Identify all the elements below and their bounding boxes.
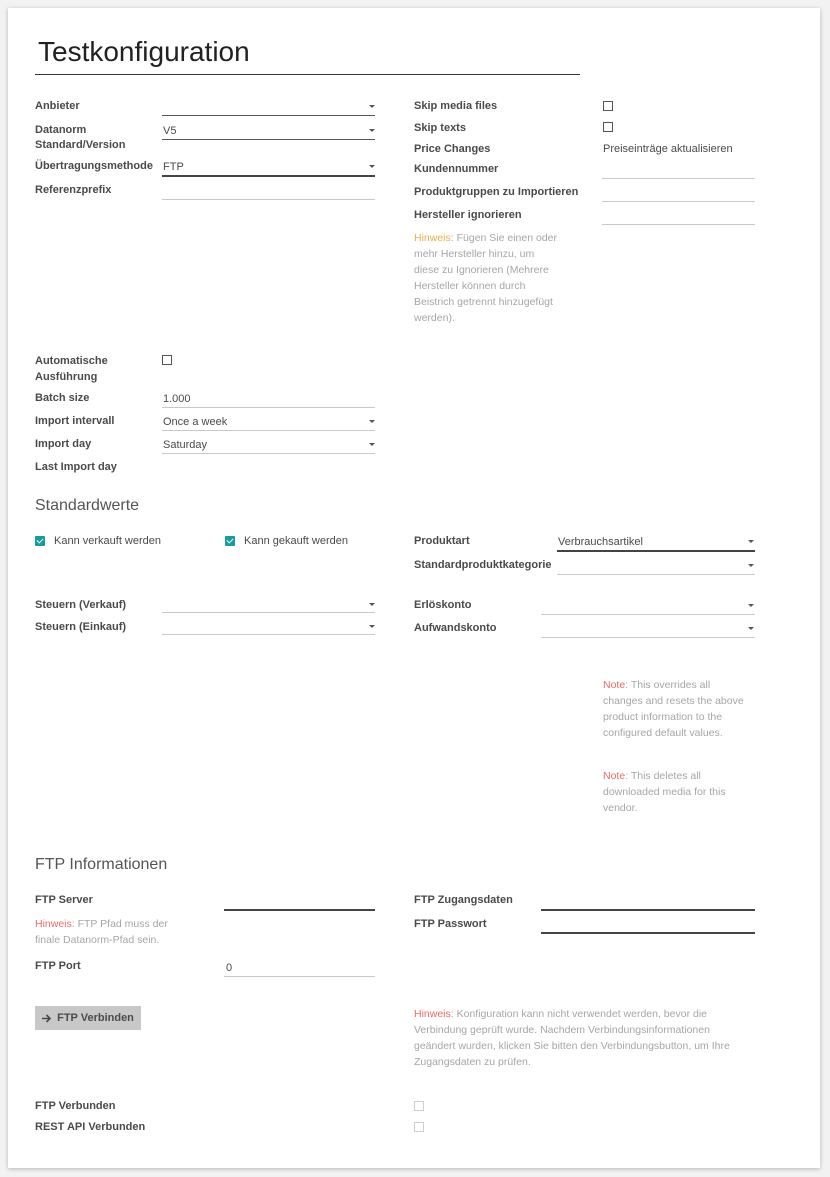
hint-line: : Fügen Sie einen oder bbox=[450, 232, 558, 244]
auto-label-line2: Ausführung bbox=[35, 371, 98, 383]
ftp-server-input[interactable] bbox=[224, 909, 375, 911]
erloeskonto-dropdown-icon[interactable] bbox=[748, 604, 754, 607]
methode-label: Übertragungsmethode bbox=[35, 160, 153, 172]
skip-media-checkbox[interactable] bbox=[603, 101, 613, 111]
methode-select[interactable] bbox=[162, 175, 375, 177]
note-line: : This overrides all bbox=[625, 679, 711, 691]
produktart-value: Verbrauchsartikel bbox=[558, 536, 643, 548]
hint-line: diese zu Ignorieren (Mehrere bbox=[414, 264, 549, 276]
auto-label-line1: Automatische bbox=[35, 355, 108, 367]
produktart-select[interactable] bbox=[557, 550, 755, 552]
produktart-dropdown-icon[interactable] bbox=[748, 540, 754, 543]
erloeskonto-label: Erlöskonto bbox=[414, 599, 472, 611]
aufwandskonto-label: Aufwandskonto bbox=[414, 622, 497, 634]
ftp-verbunden-label: FTP Verbunden bbox=[35, 1100, 116, 1112]
aufwandskonto-select[interactable] bbox=[541, 637, 755, 638]
kategorie-label: Standardproduktkategorie bbox=[414, 559, 552, 571]
gekauft-checkbox[interactable] bbox=[225, 536, 235, 546]
hint-line: finale Datanorm-Pfad sein. bbox=[35, 934, 160, 946]
skip-texts-checkbox[interactable] bbox=[603, 122, 613, 132]
datanorm-value: V5 bbox=[163, 125, 177, 137]
datanorm-dropdown-icon[interactable] bbox=[369, 129, 375, 132]
title-underline bbox=[35, 74, 580, 75]
interval-value: Once a week bbox=[163, 416, 228, 428]
interval-select[interactable] bbox=[162, 430, 375, 431]
note-line: product information to the bbox=[603, 711, 723, 723]
note-keyword: Note bbox=[603, 679, 626, 691]
gekauft-label: Kann gekauft werden bbox=[244, 535, 348, 547]
ftp-path-hint bbox=[35, 916, 205, 948]
conn-hint-keyword: Hinweis bbox=[414, 1008, 451, 1020]
steuern-verkauf-dropdown-icon[interactable] bbox=[369, 603, 375, 606]
prefix-input[interactable] bbox=[162, 199, 375, 200]
hint-line: werden). bbox=[414, 312, 455, 324]
steuern-einkauf-dropdown-icon[interactable] bbox=[369, 625, 375, 628]
datanorm-label-line2: Standard/Version bbox=[35, 139, 126, 151]
hersteller-input[interactable] bbox=[602, 224, 755, 225]
produktgruppen-label: Produktgruppen zu Importieren bbox=[414, 186, 579, 198]
anbieter-label: Anbieter bbox=[35, 100, 80, 112]
produktgruppen-input[interactable] bbox=[602, 201, 755, 202]
auto-checkbox[interactable] bbox=[162, 355, 172, 365]
batch-value: 1.000 bbox=[163, 393, 191, 405]
hint-line: Hersteller können durch bbox=[414, 280, 526, 292]
ftp-connect-button-label: FTP Verbinden bbox=[57, 1012, 134, 1024]
standardwerte-heading: Standardwerte bbox=[35, 497, 140, 514]
hint-line: geändert wurden, klicken Sie bitten den Verbindungsbutton, um Ihre bbox=[414, 1040, 730, 1052]
aufwandskonto-dropdown-icon[interactable] bbox=[748, 627, 754, 630]
hint-line: : Konfiguration kann nicht verwendet werden, bevor die bbox=[450, 1008, 708, 1020]
price-changes-value[interactable]: Preiseinträge aktualisieren bbox=[603, 143, 733, 155]
note-line: configured default values. bbox=[603, 727, 723, 739]
note-overrides bbox=[603, 677, 763, 741]
prefix-label: Referenzprefix bbox=[35, 184, 112, 196]
hint-line: Verbindung geprüft wurde. Nachdem Verbindungsinformationen bbox=[414, 1024, 710, 1036]
skip-media-label: Skip media files bbox=[414, 100, 498, 112]
last-import-label: Last Import day bbox=[35, 461, 117, 473]
batch-input[interactable] bbox=[162, 407, 375, 408]
note-line: changes and resets the above bbox=[603, 695, 744, 707]
hint-line: Beistrich getrennt hinzugefügt bbox=[414, 296, 553, 308]
ftp-heading: FTP Informationen bbox=[35, 856, 168, 873]
hint-line: : FTP Pfad muss der bbox=[71, 918, 168, 930]
kundennummer-input[interactable] bbox=[602, 178, 755, 179]
steuern-verkauf-label: Steuern (Verkauf) bbox=[35, 599, 127, 611]
methode-dropdown-icon[interactable] bbox=[369, 165, 375, 168]
hint-line: mehr Hersteller hinzu, um bbox=[414, 248, 535, 260]
ftp-port-input[interactable] bbox=[224, 976, 375, 977]
rest-verbunden-checkbox bbox=[414, 1122, 424, 1132]
steuern-einkauf-label: Steuern (Einkauf) bbox=[35, 621, 127, 633]
ftp-port-label: FTP Port bbox=[35, 960, 81, 972]
day-dropdown-icon[interactable] bbox=[369, 443, 375, 446]
hersteller-hint bbox=[414, 230, 589, 326]
steuern-einkauf-select[interactable] bbox=[162, 634, 375, 635]
kundennummer-label: Kundennummer bbox=[414, 163, 499, 175]
arrow-right-icon bbox=[42, 1014, 52, 1023]
ftp-verbunden-checkbox bbox=[414, 1101, 424, 1111]
batch-label: Batch size bbox=[35, 392, 90, 404]
anbieter-select[interactable] bbox=[162, 115, 375, 116]
ftp-server-label: FTP Server bbox=[35, 894, 93, 906]
steuern-verkauf-select[interactable] bbox=[162, 612, 375, 613]
note-line: : This deletes all bbox=[625, 770, 701, 782]
methode-value: FTP bbox=[163, 161, 184, 173]
note-keyword: Note bbox=[603, 770, 626, 782]
verkauft-label: Kann verkauft werden bbox=[54, 535, 162, 547]
interval-label: Import intervall bbox=[35, 415, 115, 427]
kategorie-dropdown-icon[interactable] bbox=[748, 564, 754, 567]
datanorm-select[interactable] bbox=[162, 139, 375, 140]
hersteller-label: Hersteller ignorieren bbox=[414, 209, 522, 221]
kategorie-select[interactable] bbox=[557, 574, 755, 575]
datanorm-label-line1: Datanorm bbox=[35, 124, 87, 136]
erloeskonto-select[interactable] bbox=[541, 614, 755, 615]
day-label: Import day bbox=[35, 438, 92, 450]
day-select[interactable] bbox=[162, 453, 375, 454]
price-changes-label: Price Changes bbox=[414, 143, 491, 155]
rest-verbunden-label: REST API Verbunden bbox=[35, 1121, 146, 1133]
form-sheet bbox=[8, 8, 820, 1168]
page-title: Testkonfiguration bbox=[38, 36, 250, 67]
interval-dropdown-icon[interactable] bbox=[369, 420, 375, 423]
ftp-port-value: 0 bbox=[226, 962, 233, 974]
verkauft-checkbox[interactable] bbox=[35, 536, 45, 546]
note-line: downloaded media for this bbox=[603, 786, 726, 798]
anbieter-dropdown-icon[interactable] bbox=[369, 105, 375, 108]
ftp-passwort-input[interactable] bbox=[541, 932, 755, 934]
day-value: Saturday bbox=[163, 439, 208, 451]
ftp-connect-button[interactable] bbox=[35, 1006, 141, 1030]
connection-hint bbox=[414, 1006, 774, 1070]
ftp-zugangsdaten-input[interactable] bbox=[541, 909, 755, 911]
ftp-zugangsdaten-label: FTP Zugangsdaten bbox=[414, 894, 513, 906]
ftp-passwort-label: FTP Passwort bbox=[414, 918, 487, 930]
note-line: vendor. bbox=[603, 802, 638, 814]
produktart-label: Produktart bbox=[414, 535, 470, 547]
note-deletes bbox=[603, 768, 763, 816]
hersteller-hint-keyword: Hinweis bbox=[414, 232, 451, 244]
ftp-hint-keyword: Hinweis bbox=[35, 918, 72, 930]
skip-texts-label: Skip texts bbox=[414, 122, 466, 134]
hint-line: Zugangsdaten zu prüfen. bbox=[414, 1056, 531, 1068]
